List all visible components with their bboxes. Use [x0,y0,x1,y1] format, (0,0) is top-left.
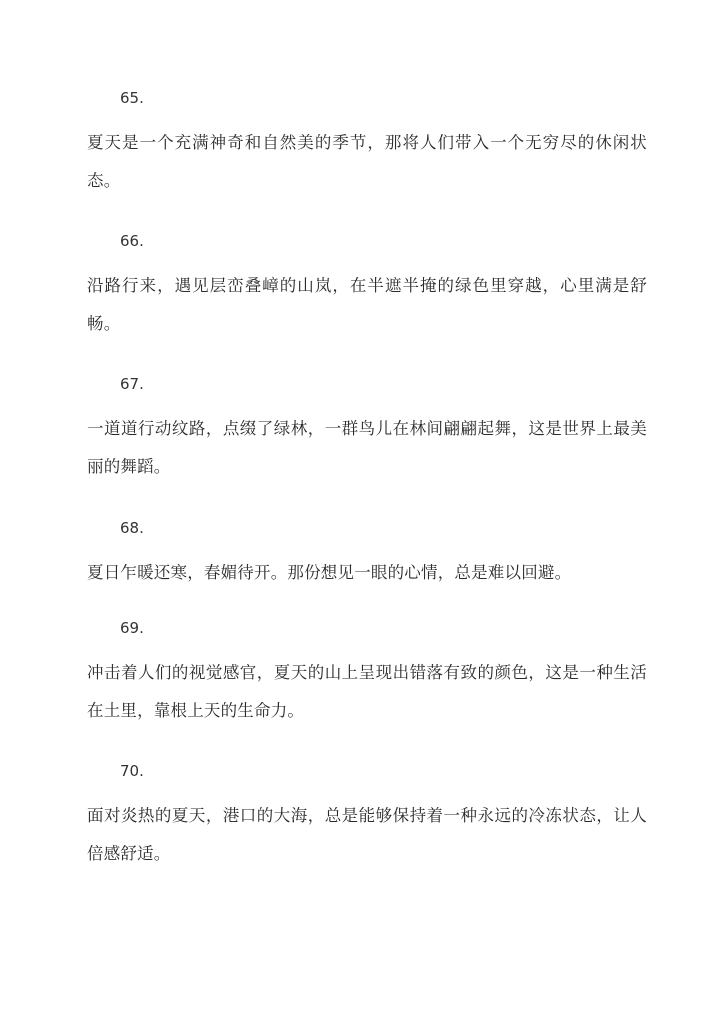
entry-number: 65. [120,89,144,107]
entry-text: 夏日乍暖还寒，春媚待开。那份想见一眼的心情，总是难以回避。 [87,563,572,582]
entry-text: 冲击着人们的视觉感官，夏天的山上呈现出错落有致的颜色，这是一种生活在土里，靠根上天的生命力。 [87,663,647,720]
entry-66 [87,231,647,343]
entry-number: 69. [120,619,144,637]
entry-67 [87,374,647,486]
entry-text: 一道道行动纹路，点缀了绿林，一群鸟儿在林间翩翩起舞，这是世界上最美丽的舞蹈。 [87,419,647,476]
entry-69 [87,618,647,730]
entry-70 [87,761,647,873]
entry-number: 67. [120,375,144,393]
entry-68 [87,518,647,592]
entry-text: 面对炎热的夏天，港口的大海，总是能够保持着一种永远的冷冻状态，让人倍感舒适。 [87,806,647,863]
entry-number: 66. [120,232,144,250]
entry-text: 沿路行来，遇见层峦叠嶂的山岚，在半遮半掩的绿色里穿越，心里满是舒畅。 [87,276,647,333]
entry-65 [87,88,647,200]
entry-text: 夏天是一个充满神奇和自然美的季节，那将人们带入一个无穷尽的休闲状态。 [87,133,647,190]
entry-number: 68. [120,519,144,537]
entry-number: 70. [120,762,144,780]
